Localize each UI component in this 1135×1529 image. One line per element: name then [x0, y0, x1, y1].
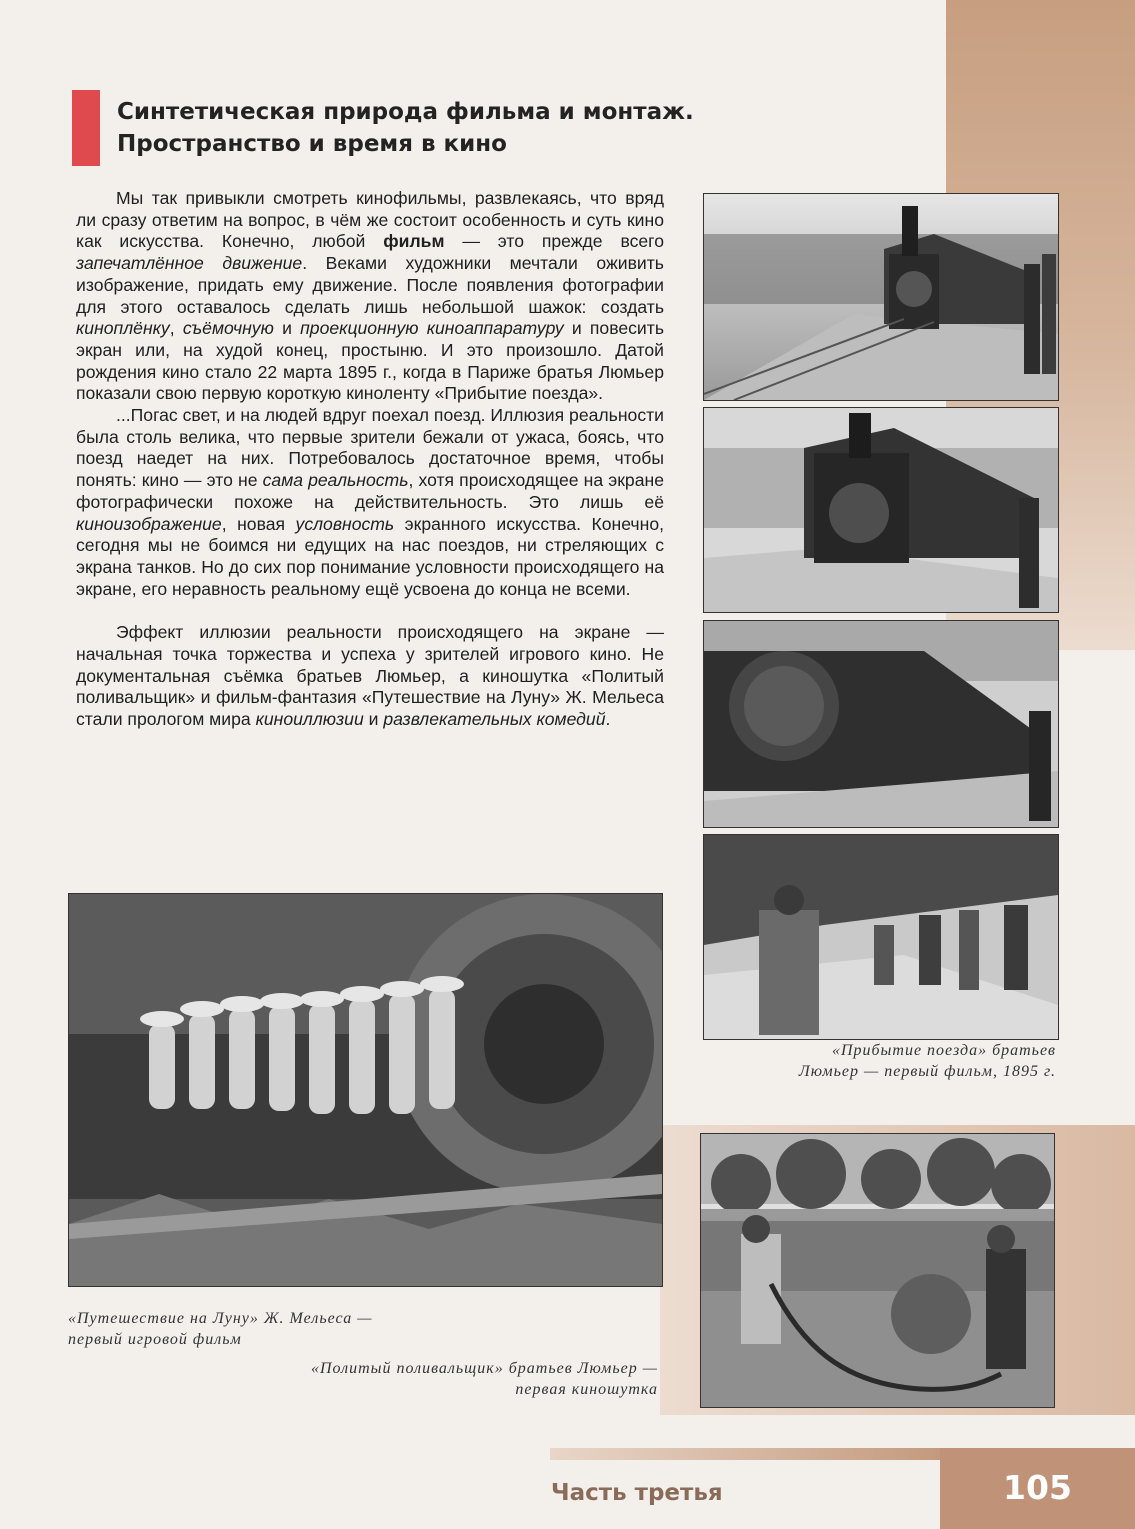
italic-term: проекционную киноаппаратуру	[300, 318, 564, 339]
text-run: и	[363, 709, 384, 730]
bold-term: фильм	[383, 231, 445, 252]
gardener-photo	[700, 1133, 1055, 1408]
text-run: и	[273, 318, 301, 339]
italic-term: сама реальность	[262, 470, 409, 491]
text-run: Эффект иллюзии реальности происходящего на экране — начальная точка торжества и успеха у зрителей игрового кино. Не документальная съёмка братьев Люмьер, а киношутка «Политый поливальщик» и фильм-фантазия «Путешествие на Луну» Ж. Мельеса стали прологом мира	[76, 622, 664, 730]
paragraph-2	[76, 405, 664, 600]
moon-trip-photo	[68, 893, 663, 1287]
gardener-caption-line-1: «Политый поливальщик» братьев Люмьер —	[310, 1360, 658, 1377]
heading-line-1: Синтетическая природа фильма и монтаж.	[117, 99, 694, 125]
train-photo-2	[703, 407, 1059, 613]
text-run: экранного искусства. Конечно, сегодня мы не боимся ни едущих на нас поездов, ни стреляющих с экрана танков. Но до сих пор понимание условности происходящего на экране, его неравность реальному ещё усвоена до конца не всеми.	[76, 513, 664, 599]
text-run: . Веками художники мечтали оживить изображение, придать ему движение. После появления фотографии для этого оставалось сделать лишь небольшой шажок: создать	[76, 253, 664, 317]
gardener-photo-caption	[150, 1358, 658, 1400]
train-photo-1	[703, 193, 1059, 401]
train-photo-4	[703, 834, 1059, 1040]
italic-term: киноизображение	[76, 513, 222, 534]
text-run: ...Погас свет, и на людей вдруг поехал поезд. Иллюзия реальности была столь велика, что первые зрители бежали от ужаса, боясь, что поезд наедет на них. Потребовалось достаточное время, чтобы понять: кино — это не	[76, 405, 665, 491]
italic-term: киноплёнку	[76, 318, 170, 339]
italic-term: запечатлённое движение	[76, 253, 303, 274]
paragraph-3	[76, 622, 664, 731]
section-heading	[117, 96, 877, 160]
heading-line-2: Пространство и время в кино	[117, 131, 507, 157]
gardener-caption-line-2: первая киношутка	[515, 1381, 658, 1398]
train-photo-3	[703, 620, 1059, 828]
train-caption-line-2: Люмьер — первый фильм, 1895 г.	[798, 1063, 1056, 1080]
moon-photo-caption	[68, 1308, 518, 1350]
text-run: , хотя происходящее на экране фотографически похоже на действительность. Это лишь её	[76, 470, 665, 512]
moon-caption-line-1: «Путешествие на Луну» Ж. Мельеса —	[68, 1310, 373, 1327]
italic-term: развлекательных комедий	[383, 709, 606, 730]
italic-term: условность	[295, 513, 395, 534]
section-footer-title: Часть третья	[551, 1480, 723, 1506]
heading-accent-bar	[72, 90, 100, 166]
text-run: .	[605, 709, 611, 730]
page-number: 105	[1003, 1468, 1072, 1507]
text-run: и повесить экран или, на худой конец, простыню. И это произошло. Датой рождения кино стало 22 марта 1895 г., когда в Париже братья Люмьер показали свою первую короткую киноленту «Прибытие поезда».	[76, 318, 664, 404]
text-run: — это прежде всего	[444, 231, 664, 252]
footer-stripe	[550, 1448, 940, 1460]
text-run: Мы так привыкли смотреть кинофильмы, развлекаясь, что вряд ли сразу ответим на вопрос, в чём же состоит особенность и суть кино как искусства. Конечно, любой	[76, 188, 664, 252]
body-text	[76, 188, 664, 731]
italic-term: киноиллюзии	[255, 709, 364, 730]
moon-caption-line-2: первый игровой фильм	[68, 1331, 242, 1348]
train-caption-line-1: «Прибытие поезда» братьев	[831, 1042, 1056, 1059]
paragraph-1	[76, 188, 664, 405]
train-photo-caption	[690, 1040, 1056, 1082]
text-run: ,	[169, 318, 183, 339]
italic-term: съёмочную	[182, 318, 274, 339]
text-run: , новая	[221, 513, 296, 534]
